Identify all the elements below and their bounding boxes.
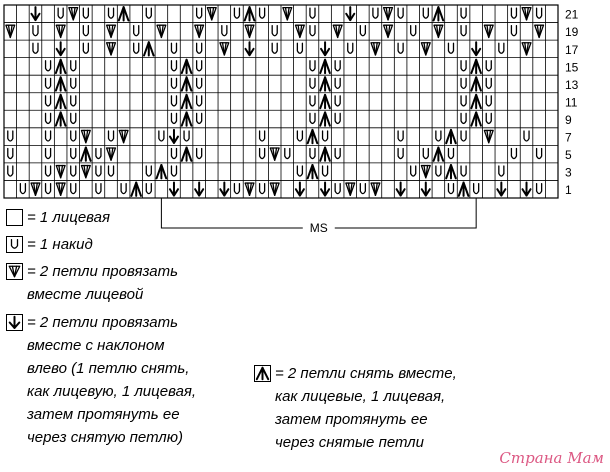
legend-cdd-text [275,362,457,454]
central-decrease-symbol [56,60,66,73]
k2tog-symbol [295,25,304,37]
k2tog-symbol [56,166,65,178]
k2tog-symbol [107,148,116,160]
central-decrease-symbol [434,7,444,20]
yarn-over-symbol [197,61,202,71]
row-number: 21 [565,7,579,22]
central-decrease-symbol [131,183,141,196]
k2tog-symbol [484,130,493,142]
yarn-over-symbol [310,26,315,36]
ssk-icon [6,314,23,331]
yarn-over-symbol [448,43,453,53]
ssk-symbol [31,7,39,20]
yarn-over-symbol [71,149,76,159]
ssk-symbol [346,7,354,20]
yarn-over-symbol [537,8,542,18]
row-number: 15 [565,60,579,75]
yarn-over-symbol [310,149,315,159]
yarn-over-symbol [335,61,340,71]
central-decrease-symbol [182,147,192,160]
central-decrease-symbol [446,130,456,143]
central-decrease-symbol [308,130,318,143]
yarn-over-symbol [524,131,529,141]
yarn-over-symbol [260,131,265,141]
yarn-over-symbol [171,113,176,123]
k2tog-symbol [421,43,430,55]
yarn-over-symbol [109,166,114,176]
k2tog-symbol [270,183,279,195]
central-decrease-symbol [446,165,456,178]
central-decrease-symbol [56,112,66,125]
legend-line: как лицевую, 1 лицевая, [27,383,197,400]
knit-stitch-icon [6,209,23,226]
ssk-symbol [195,183,203,196]
yarn-over-symbol [46,96,51,106]
yarn-over-symbol [461,61,466,71]
yarn-over-symbol [310,8,315,18]
ssk-symbol [321,42,329,55]
yarn-over-symbol [83,8,88,18]
yarn-over-symbol [537,184,542,194]
central-decrease-symbol [471,77,481,90]
yarn-over-symbol [411,166,416,176]
k2tog-symbol [69,8,78,20]
yarn-over-symbol [46,61,51,71]
k2tog-symbol [195,25,204,37]
central-decrease-symbol [308,165,318,178]
yarn-over-symbol [146,166,151,176]
yarn-over-symbol [46,131,51,141]
yarn-over-symbol [297,43,302,53]
yarn-over-symbol [71,184,76,194]
ssk-symbol [522,183,530,196]
yarn-over-symbol [335,184,340,194]
k2tog-symbol [81,130,90,142]
yarn-over-symbol [511,149,516,159]
k2tog-symbol [484,25,493,37]
legend-knit-text [27,206,110,229]
legend-knit [6,206,110,229]
legend-line: = 1 лицевая [27,209,111,226]
yarn-over-symbol [222,26,227,36]
k2tog-symbol [107,43,116,55]
yarn-over-symbol [423,149,428,159]
yarn-over-symbol [398,8,403,18]
central-decrease-symbol [119,7,129,20]
yarn-over-symbol [398,43,403,53]
row-number: 1 [565,183,572,198]
watermark: Страна Мам [499,449,604,467]
legend-yarn-over-text [27,233,93,256]
yarn-over-symbol [146,8,151,18]
legend-yarn-over [6,233,93,256]
yarn-over-symbol [260,149,265,159]
row-number: 5 [565,148,572,163]
k2tog-symbol [384,8,393,20]
yarn-over-symbol [171,149,176,159]
yarn-over-symbol [171,166,176,176]
k2tog-symbol [245,183,254,195]
yarn-over-symbol [33,43,38,53]
yarn-over-symbol [499,166,504,176]
central-decrease-symbol [459,183,469,196]
k2tog-symbol [157,25,166,37]
k2tog-symbol [207,8,216,20]
yarn-over-symbol [171,43,176,53]
yarn-over-symbol [71,113,76,123]
central-decrease-symbol [56,95,66,108]
central-decrease-symbol [320,60,330,73]
yarn-over-symbol [71,131,76,141]
yarn-over-symbol [461,166,466,176]
k2tog-symbol [245,25,254,37]
yarn-over-symbol [398,131,403,141]
ssk-symbol [397,183,405,196]
yarn-over-symbol [310,96,315,106]
yarn-over-symbol [134,26,139,36]
yarn-over-symbol [335,96,340,106]
legend-line: затем протянуть ее [27,406,180,423]
yarn-over-symbol [335,78,340,88]
yarn-over-symbol [33,26,38,36]
row-number: 11 [565,95,578,110]
yarn-over-symbol [448,184,453,194]
legend-line: = 1 накид [27,236,93,253]
legend-line: затем протянуть ее [275,411,428,428]
yarn-over-symbol [310,78,315,88]
legend-cdd [254,362,457,454]
yarn-over-symbol [46,113,51,123]
ssk-symbol [296,183,304,196]
k2tog-symbol [371,183,380,195]
yarn-over-symbol [285,149,290,159]
row-number: 3 [565,165,572,180]
yarn-over-symbol [197,43,202,53]
yarn-over-symbol [96,184,101,194]
central-decrease-symbol [182,112,192,125]
legend-line: = 2 петли провязать [27,263,178,280]
k2tog-symbol [333,25,342,37]
yarn-over-symbol [83,43,88,53]
legend-ssk-text [27,311,196,449]
yarn-over-symbol [197,96,202,106]
ssk-symbol [245,42,253,55]
k2tog-symbol [434,25,443,37]
legend-line: как лицевые, 1 лицевая, [275,388,446,405]
yarn-over-symbol [348,43,353,53]
yarn-over-symbol [171,78,176,88]
k2tog-symbol [220,43,229,55]
yarn-over-symbol [71,78,76,88]
yarn-over-symbol [197,113,202,123]
yarn-over-symbol [46,184,51,194]
k2tog-symbol [421,166,430,178]
central-decrease-symbol [434,147,444,160]
legend-line: = 2 петли снять вместе, [275,365,457,382]
yarn-over-symbol [184,131,189,141]
yarn-over-symbol [511,26,516,36]
row-number: 9 [565,112,572,127]
central-decrease-symbol [182,60,192,73]
yarn-over-symbol [109,131,114,141]
legend-line: влево (1 петлю снять, [27,360,190,377]
legend-line: = 2 петли провязать [27,314,178,331]
k2tog-symbol [283,8,292,20]
yarn-over-symbol [96,166,101,176]
yarn-over-symbol [71,166,76,176]
yarn-over-symbol [46,149,51,159]
k2tog-symbol [31,183,40,195]
central-decrease-symbol [81,147,91,160]
yarn-over-symbol [486,96,491,106]
yarn-over-icon [6,236,23,253]
legend-line: через снятую петлю) [27,429,183,446]
ssk-symbol [170,130,178,143]
k2tog-symbol [522,43,531,55]
yarn-over-symbol [8,166,13,176]
central-decrease-symbol [157,165,167,178]
yarn-over-symbol [197,149,202,159]
yarn-over-symbol [297,166,302,176]
yarn-over-symbol [71,61,76,71]
k2tog-symbol [346,183,355,195]
yarn-over-symbol [159,131,164,141]
k2tog-symbol [107,25,116,37]
ssk-symbol [220,183,228,196]
yarn-over-symbol [436,131,441,141]
central-decrease-symbol [56,77,66,90]
central-decrease-symbol [245,7,255,20]
central-decrease-symbol [471,112,481,125]
yarn-over-symbol [272,43,277,53]
central-decrease-symbol [320,95,330,108]
central-decrease-symbol [320,147,330,160]
ssk-symbol [321,183,329,196]
legend-line: вместе с наклоном [27,337,165,354]
yarn-over-symbol [46,166,51,176]
yarn-over-symbol [323,166,328,176]
ssk-symbol [170,183,178,196]
central-decrease-symbol [144,42,154,55]
yarn-over-symbol [461,131,466,141]
yarn-over-symbol [486,61,491,71]
yarn-over-symbol [537,149,542,159]
yarn-over-symbol [499,43,504,53]
central-decrease-icon [254,365,271,382]
yarn-over-symbol [46,78,51,88]
yarn-over-symbol [436,166,441,176]
ssk-symbol [472,42,480,55]
row-number: 17 [565,42,579,57]
yarn-over-symbol [461,113,466,123]
yarn-over-symbol [260,184,265,194]
repeat-label: MS [309,221,328,235]
yarn-over-symbol [197,8,202,18]
yarn-over-symbol [272,26,277,36]
yarn-over-symbol [58,8,63,18]
yarn-over-symbol [373,8,378,18]
yarn-over-symbol [96,149,101,159]
row-number: 19 [565,25,579,40]
central-decrease-symbol [320,77,330,90]
yarn-over-symbol [109,8,114,18]
k2tog-symbol [384,25,393,37]
k2tog-symbol [6,25,15,37]
yarn-over-symbol [260,8,265,18]
yarn-over-symbol [486,78,491,88]
ssk-symbol [422,183,430,196]
ssk-symbol [57,42,65,55]
yarn-over-symbol [335,149,340,159]
yarn-over-symbol [297,131,302,141]
yarn-over-symbol [310,61,315,71]
yarn-over-symbol [83,26,88,36]
k2tog-symbol [535,25,544,37]
yarn-over-symbol [171,61,176,71]
yarn-over-symbol [448,149,453,159]
ssk-symbol [497,183,505,196]
yarn-over-symbol [398,149,403,159]
legend-k2tog-text [27,260,178,306]
yarn-over-symbol [335,113,340,123]
yarn-over-symbol [8,131,13,141]
yarn-over-symbol [146,184,151,194]
central-decrease-symbol [182,77,192,90]
central-decrease-symbol [182,95,192,108]
yarn-over-symbol [121,184,126,194]
yarn-over-symbol [511,8,516,18]
yarn-over-symbol [411,26,416,36]
k2tog-symbol [371,43,380,55]
yarn-over-symbol [234,8,239,18]
yarn-over-symbol [20,184,25,194]
k2tog-symbol [81,166,90,178]
yarn-over-symbol [461,8,466,18]
yarn-over-symbol [474,184,479,194]
central-decrease-symbol [471,95,481,108]
central-decrease-symbol [320,112,330,125]
legend-line: через снятые петли [275,434,424,451]
yarn-over-symbol [360,26,365,36]
yarn-over-symbol [234,184,239,194]
k2tog-symbol [56,183,65,195]
yarn-over-symbol [461,78,466,88]
yarn-over-symbol [71,96,76,106]
yarn-over-symbol [461,26,466,36]
row-number: 13 [565,77,579,92]
yarn-over-symbol [423,8,428,18]
yarn-over-symbol [171,96,176,106]
legend-k2tog [6,260,178,306]
legend-ssk [6,311,196,449]
k2tog-icon [6,263,23,280]
row-number: 7 [565,130,572,145]
k2tog-symbol [119,130,128,142]
yarn-over-symbol [197,78,202,88]
k2tog-symbol [270,148,279,160]
yarn-over-symbol [134,43,139,53]
central-decrease-symbol [471,60,481,73]
yarn-over-symbol [8,149,13,159]
k2tog-symbol [522,8,531,20]
yarn-over-symbol [310,113,315,123]
legend-line: вместе лицевой [27,286,144,303]
k2tog-symbol [56,25,65,37]
yarn-over-symbol [360,184,365,194]
yarn-over-symbol [486,113,491,123]
yarn-over-symbol [461,96,466,106]
yarn-over-symbol [323,131,328,141]
